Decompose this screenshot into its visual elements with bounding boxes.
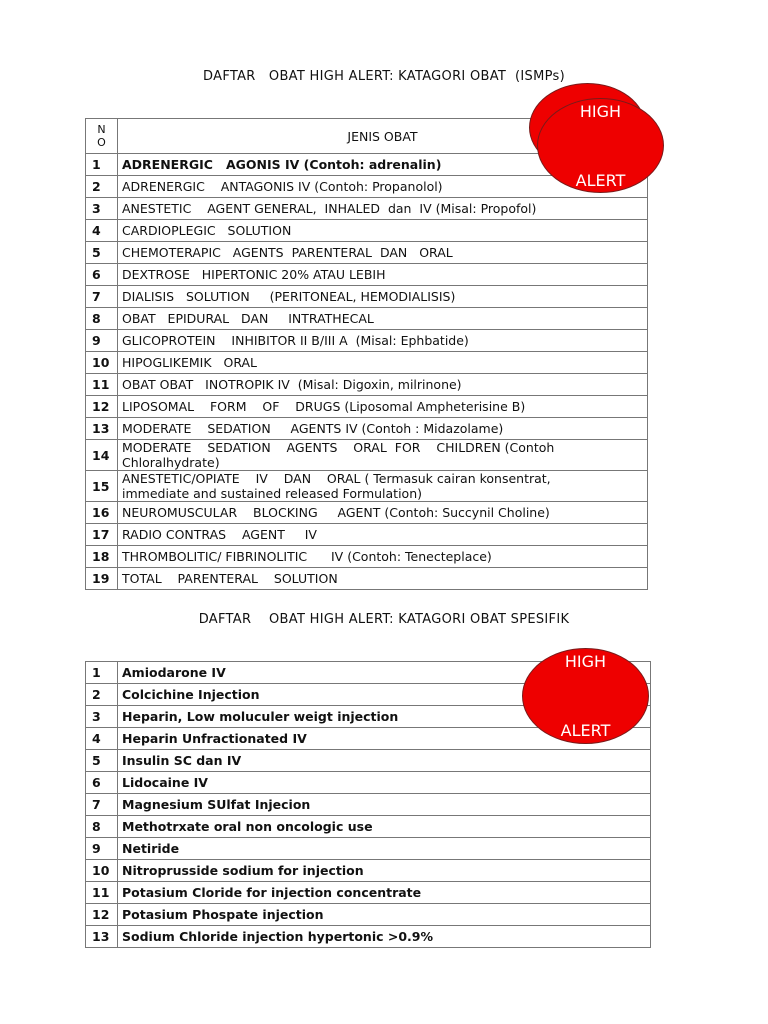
drug-name: MODERATE SEDATION AGENTS ORAL FOR CHILDREN (Contoh Chloralhydrate) [118,440,648,471]
drug-name: HIPOGLIKEMIK ORAL [118,352,648,374]
table-row [86,220,648,242]
table-row [86,471,648,502]
row-number: 9 [86,838,118,860]
table-row [86,546,648,568]
high-alert-badge-1 [537,98,664,193]
row-number: 8 [86,308,118,330]
drug-name: Heparin Unfractionated IV [118,728,651,750]
row-number: 7 [86,286,118,308]
row-number: 7 [86,794,118,816]
header-jenis-obat: JENIS OBAT [118,119,648,154]
table-row [86,308,648,330]
row-number: 16 [86,502,118,524]
row-number: 9 [86,330,118,352]
row-number: 3 [86,706,118,728]
drug-name: NEUROMUSCULAR BLOCKING AGENT (Contoh: Succynil Choline) [118,502,648,524]
row-number: 10 [86,352,118,374]
row-number: 1 [86,662,118,684]
row-number: 4 [86,220,118,242]
badge-2-line1: HIGH [564,652,607,671]
badge-2-line2: ALERT [560,721,611,740]
row-number: 6 [86,264,118,286]
drug-name: ANESTETIC/OPIATE IV DAN ORAL ( Termasuk cairan konsentrat, immediate and sustained released Formulation) [118,471,648,502]
drug-name: LIPOSOMAL FORM OF DRUGS (Liposomal Ampheterisine B) [118,396,648,418]
drug-name: ANESTETIC AGENT GENERAL, INHALED dan IV (Misal: Propofol) [118,198,648,220]
row-number: 13 [86,926,118,948]
table-row [86,794,651,816]
drug-name: MODERATE SEDATION AGENTS IV (Contoh : Midazolame) [118,418,648,440]
drug-name: Potasium Cloride for injection concentrate [118,882,651,904]
row-number: 2 [86,684,118,706]
badge-1-line1: HIGH [579,101,622,121]
table-row [86,330,648,352]
section1-title: DAFTAR OBAT HIGH ALERT: KATAGORI OBAT (ISMPs) [203,69,565,84]
drug-name: TOTAL PARENTERAL SOLUTION [118,568,648,590]
header-no-label: N O [97,123,106,149]
drug-name: THROMBOLITIC/ FIBRINOLITIC IV (Contoh: Tenecteplace) [118,546,648,568]
drug-name: ADRENERGIC ANTAGONIS IV (Contoh: Propanolol) [118,176,648,198]
drug-name: Colcichine Injection [118,684,651,706]
drug-name: GLICOPROTEIN INHIBITOR II B/III A (Misal: Ephbatide) [118,330,648,352]
drug-name: DEXTROSE HIPERTONIC 20% ATAU LEBIH [118,264,648,286]
table-row [86,860,651,882]
table-row [86,926,651,948]
drug-name: Heparin, Low moluculer weigt injection [118,706,651,728]
high-alert-category-table [85,118,648,590]
table-row [86,242,648,264]
table-row [86,904,651,926]
row-number: 5 [86,750,118,772]
drug-name: CHEMOTERAPIC AGENTS PARENTERAL DAN ORAL [118,242,648,264]
row-number: 13 [86,418,118,440]
row-number: 5 [86,242,118,264]
row-number: 12 [86,396,118,418]
row-number: 17 [86,524,118,546]
drug-name: Magnesium SUlfat Injecion [118,794,651,816]
row-number: 18 [86,546,118,568]
drug-name: OBAT OBAT INOTROPIK IV (Misal: Digoxin, milrinone) [118,374,648,396]
table-row [86,286,648,308]
row-number: 11 [86,374,118,396]
drug-name: Nitroprusside sodium for injection [118,860,651,882]
drug-name: Potasium Phospate injection [118,904,651,926]
row-number: 2 [86,176,118,198]
row-number: 6 [86,772,118,794]
drug-name: DIALISIS SOLUTION (PERITONEAL, HEMODIALISIS) [118,286,648,308]
row-number: 11 [86,882,118,904]
table-row [86,264,648,286]
drug-name: Amiodarone IV [118,662,651,684]
table-row [86,524,648,546]
table-row [86,352,648,374]
drug-name: RADIO CONTRAS AGENT IV [118,524,648,546]
table-row [86,198,648,220]
row-number: 4 [86,728,118,750]
drug-name: Sodium Chloride injection hypertonic >0.9% [118,926,651,948]
table-row [86,418,648,440]
table-row [86,838,651,860]
row-number: 3 [86,198,118,220]
drug-name: CARDIOPLEGIC SOLUTION [118,220,648,242]
drug-name: Netiride [118,838,651,860]
drug-name: OBAT EPIDURAL DAN INTRATHECAL [118,308,648,330]
high-alert-badge-2 [522,648,649,744]
row-number: 10 [86,860,118,882]
table-row [86,568,648,590]
badge-1-line2: ALERT [575,170,626,190]
table-row [86,440,648,471]
table-row [86,882,651,904]
drug-name: ADRENERGIC AGONIS IV (Contoh: adrenalin) [118,154,648,176]
drug-name: Insulin SC dan IV [118,750,651,772]
drug-name: Methotrxate oral non oncologic use [118,816,651,838]
section2-title: DAFTAR OBAT HIGH ALERT: KATAGORI OBAT SPESIFIK [198,612,570,627]
row-number: 12 [86,904,118,926]
row-number: 19 [86,568,118,590]
row-number: 14 [86,440,118,471]
drug-name: Lidocaine IV [118,772,651,794]
table-row [86,374,648,396]
row-number: 8 [86,816,118,838]
table-row [86,502,648,524]
row-number: 15 [86,471,118,502]
row-number: 1 [86,154,118,176]
table-row [86,396,648,418]
table-row [86,816,651,838]
header-no [86,119,118,154]
